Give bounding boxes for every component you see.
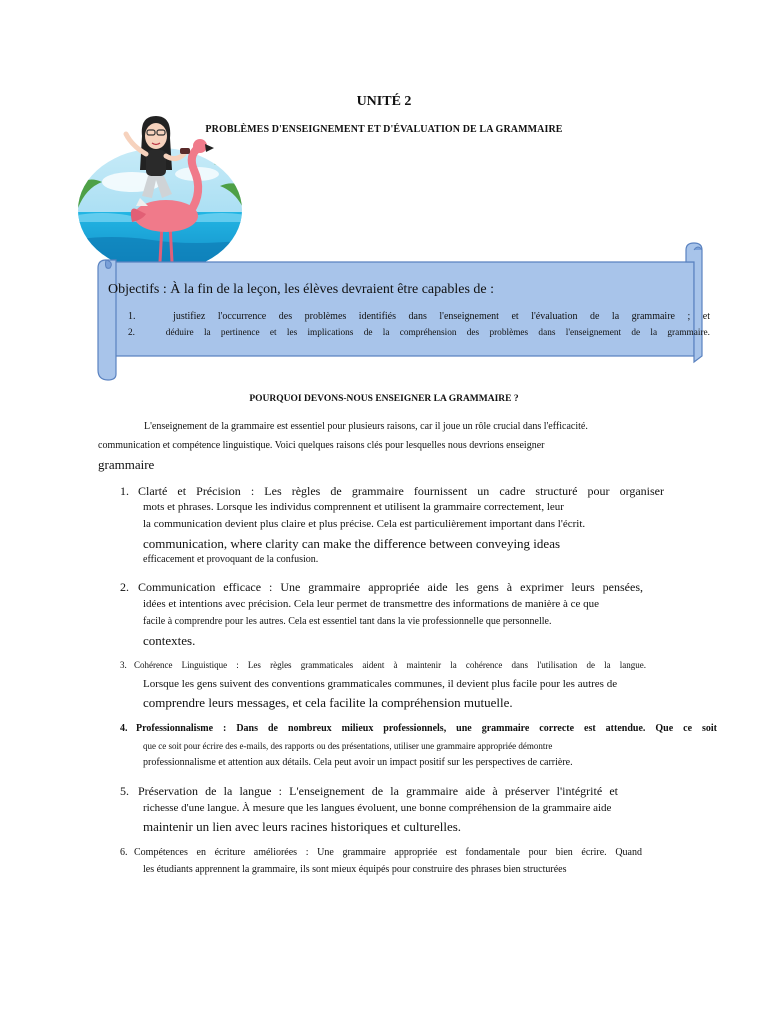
list-item-line: Préservation de la langue : L'enseignement de la grammaire aide à préserver l'intégrité et [138, 784, 618, 798]
list-item-line: mots et phrases. Lorsque les individus comprennent et utilisent la grammaire correctement, leur [143, 501, 564, 513]
list-item-line: que ce soit pour écrire des e-mails, des rapports ou des présentations, utiliser une grammaire appropriée démontre [143, 741, 553, 751]
list-item-line: efficacement et provoquant de la confusion. [143, 554, 319, 565]
list-item-line: Cohérence Linguistique : Les règles grammaticales aident à maintenir la cohérence dans l'utilisation de la langue. [134, 660, 646, 670]
list-number: 3. [120, 660, 127, 670]
section-heading: POURQUOI DEVONS-NOUS ENSEIGNER LA GRAMMAIRE ? [249, 394, 519, 404]
list-item-line: maintenir un lien avec leurs racines historiques et culturelles. [143, 819, 462, 834]
list-item-line: richesse d'une langue. À mesure que les langues évoluent, une bonne compréhension de la grammaire aide [143, 802, 612, 814]
list-item-line: professionnalisme et attention aux détails. Cela peut avoir un impact positif sur les perspectives de carrière. [143, 757, 573, 768]
list-item-line: les étudiants apprennent la grammaire, ils sont mieux équipés pour construire des phrases bien structurées [143, 864, 567, 875]
list-item-line: Clarté et Précision : Les règles de grammaire fournissent un cadre structuré pour organiser [138, 484, 664, 498]
objectives-heading: Objectifs : À la fin de la leçon, les élèves devraient être capables de : [108, 282, 494, 297]
list-item-line: la communication devient plus claire et plus précise. Cela est particulièrement important dans l'écrit. [143, 518, 586, 530]
list-number: 6. [120, 847, 128, 858]
list-number: 1. [120, 484, 129, 498]
intro-line: L'enseignement de la grammaire est essentiel pour plusieurs raisons, car il joue un rôle crucial dans l'efficacité. [144, 421, 588, 432]
intro-line: grammaire [98, 457, 155, 472]
list-item-line: idées et intentions avec précision. Cela leur permet de transmettre des informations de manière à ce que [143, 598, 600, 610]
list-number: 2. [120, 580, 129, 594]
list-number: 5. [120, 784, 129, 798]
list-item-line: comprendre leurs messages, et cela facilite la compréhension mutuelle. [143, 695, 513, 710]
list-item-line: Lorsque les gens suivent des conventions grammaticales communes, il devient plus facile pour les autres de [143, 678, 618, 690]
list-item-line: Communication efficace : Une grammaire appropriée aide les gens à exprimer leurs pensées, [138, 580, 643, 594]
list-item-line: facile à comprendre pour les autres. Cela est essentiel tant dans la vie professionnelle que personnelle. [143, 616, 552, 627]
list-number: 4. [120, 723, 128, 734]
list-item-line: Professionnalisme : Dans de nombreux milieux professionnels, une grammaire correcte est attendue. Que ce soit [136, 723, 717, 734]
list-item-line: communication, where clarity can make the difference between conveying ideas [143, 536, 561, 551]
intro-line: communication et compétence linguistique. Voici quelques raisons clés pour lesquelles nous devrions enseigner [98, 440, 545, 451]
objective-item: 1. justifiez l'occurrence des problèmes identifiés dans l'enseignement et l'évaluation de la grammaire ; et [128, 311, 711, 322]
unit-subtitle: PROBLÈMES D'ENSEIGNEMENT ET D'ÉVALUATION DE LA GRAMMAIRE [205, 124, 563, 135]
unit-title: UNITÉ 2 [356, 94, 412, 109]
objective-item: 2. déduire la pertinence et les implications de la compréhension des problèmes dans l'enseignement de la grammaire. [128, 328, 710, 338]
list-item-line: contextes. [143, 633, 196, 648]
list-item-line: Compétences en écriture améliorées : Une grammaire appropriée est fondamentale pour bien écrire. Quand [134, 847, 642, 858]
